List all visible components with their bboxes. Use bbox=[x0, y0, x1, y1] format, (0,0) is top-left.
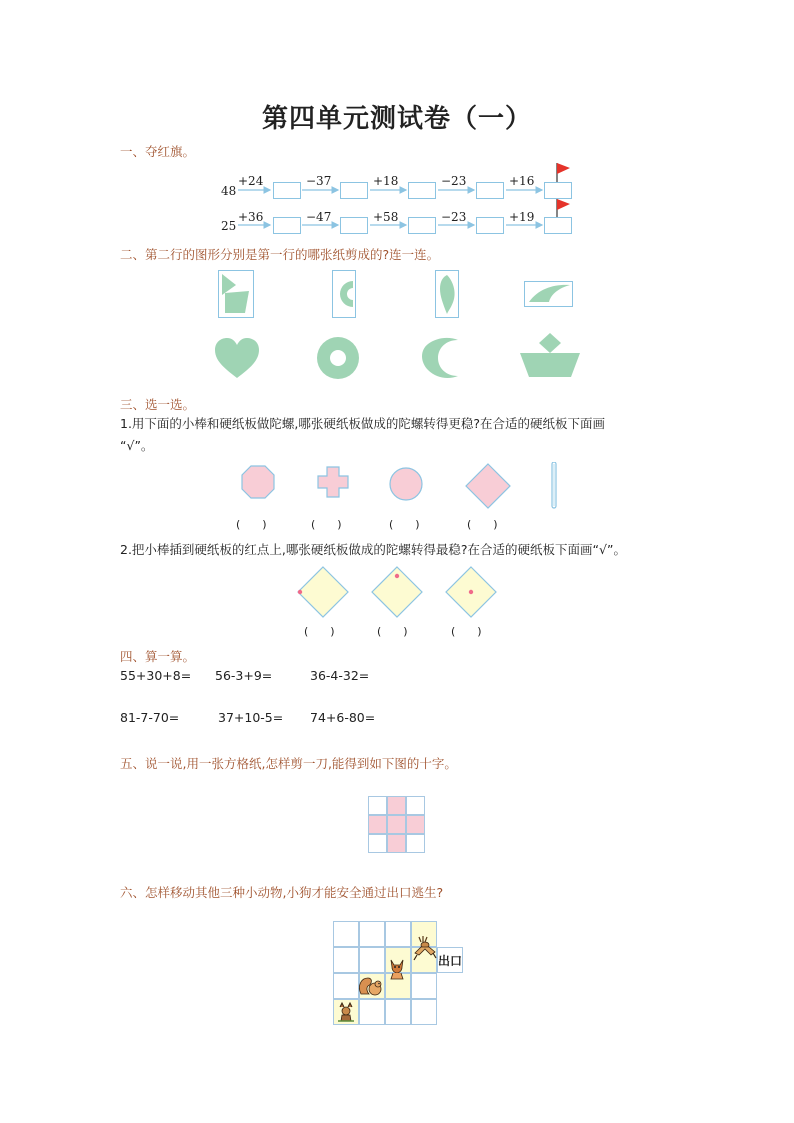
diamond-board-edge-dot bbox=[298, 567, 348, 617]
operation-label: +58 bbox=[373, 210, 399, 224]
escape-grid bbox=[333, 921, 463, 1025]
ring-shape[interactable] bbox=[316, 336, 360, 380]
octagon-board bbox=[242, 466, 274, 498]
section-4-heading: 四、算一算。 bbox=[120, 649, 196, 664]
operation-label: −23 bbox=[441, 210, 467, 224]
circle-board bbox=[390, 468, 422, 500]
page-title: 第四单元测试卷（一） bbox=[261, 104, 532, 134]
start-number: 25 bbox=[221, 219, 237, 233]
deer-icon[interactable] bbox=[411, 933, 439, 963]
question-3-2-text: 2.把小棒插到硬纸板的红点上,哪张硬纸板做成的陀螺转得最稳?在合适的硬纸板下面画“√”。 bbox=[120, 542, 626, 557]
question-3-1-text: 1.用下面的小棒和硬纸板做陀螺,哪张硬纸板做成的陀螺转得更稳?在合适的硬纸板下面画 bbox=[120, 416, 606, 431]
spinner-boards-row bbox=[236, 462, 566, 512]
answer-box[interactable] bbox=[476, 182, 504, 199]
red-dot bbox=[469, 590, 473, 594]
paper-card-2[interactable] bbox=[332, 270, 356, 318]
operation-label: −23 bbox=[441, 174, 467, 188]
red-dot bbox=[395, 574, 399, 578]
section-5-heading: 五、说一说,用一张方格纸,怎样剪一刀,能得到如下图的十字。 bbox=[120, 756, 457, 771]
answer-parentheses[interactable]: ( ) bbox=[377, 625, 408, 638]
section-1-heading: 一、夺红旗。 bbox=[120, 144, 196, 159]
answer-parentheses[interactable]: ( ) bbox=[236, 518, 267, 531]
answer-parentheses[interactable]: ( ) bbox=[451, 625, 482, 638]
question-3-1-text-cont: “√”。 bbox=[120, 438, 154, 453]
section-6-heading: 六、怎样移动其他三种小动物,小狗才能安全通过出口逃生? bbox=[120, 885, 444, 900]
cross-grid bbox=[368, 796, 425, 853]
operation-label: +16 bbox=[509, 174, 535, 188]
section-3-heading: 三、选一选。 bbox=[120, 397, 196, 412]
operation-label: −37 bbox=[306, 174, 332, 188]
answer-box[interactable] bbox=[273, 217, 301, 234]
answer-box[interactable] bbox=[408, 217, 436, 234]
calc-problem: 74+6-80= bbox=[310, 710, 376, 725]
answer-parentheses[interactable]: ( ) bbox=[467, 518, 498, 531]
answer-box[interactable] bbox=[476, 217, 504, 234]
fox-icon[interactable] bbox=[385, 956, 409, 980]
answer-box[interactable] bbox=[544, 182, 572, 199]
operation-label: +36 bbox=[238, 210, 264, 224]
calc-problem: 56-3+9= bbox=[215, 668, 273, 683]
calc-problem: 36-4-32= bbox=[310, 668, 370, 683]
red-dot bbox=[298, 590, 302, 594]
calc-problem: 37+10-5= bbox=[218, 710, 284, 725]
paper-card-4[interactable] bbox=[524, 281, 573, 307]
answer-box[interactable] bbox=[408, 182, 436, 199]
crescent-shape[interactable] bbox=[418, 336, 462, 380]
answer-parentheses[interactable]: ( ) bbox=[304, 625, 335, 638]
exit-label: 出口 bbox=[438, 954, 463, 968]
operation-label: −47 bbox=[306, 210, 332, 224]
flag-icon bbox=[557, 199, 570, 217]
squirrel-icon[interactable] bbox=[357, 974, 385, 998]
calc-problem: 55+30+8= bbox=[120, 668, 192, 683]
paper-card-3[interactable] bbox=[435, 270, 459, 318]
calc-problem: 81-7-70= bbox=[120, 710, 180, 725]
operation-label: +24 bbox=[238, 174, 264, 188]
answer-box[interactable] bbox=[340, 182, 368, 199]
cross-board bbox=[318, 467, 348, 497]
start-number: 48 bbox=[221, 184, 237, 198]
answer-parentheses[interactable]: ( ) bbox=[389, 518, 420, 531]
section-2-heading: 二、第二行的图形分别是第一行的哪张纸剪成的?连一连。 bbox=[120, 247, 440, 262]
dog-icon[interactable] bbox=[335, 1001, 357, 1023]
answer-parentheses[interactable]: ( ) bbox=[311, 518, 342, 531]
paper-card-1[interactable] bbox=[218, 270, 254, 318]
answer-box[interactable] bbox=[340, 217, 368, 234]
operation-label: +19 bbox=[509, 210, 535, 224]
diamond-board bbox=[466, 464, 510, 508]
dotted-boards-row bbox=[294, 564, 504, 620]
boat-shape[interactable] bbox=[519, 331, 581, 379]
operation-label: +18 bbox=[373, 174, 399, 188]
answer-box[interactable] bbox=[544, 217, 572, 234]
answer-box[interactable] bbox=[273, 182, 301, 199]
heart-shape[interactable] bbox=[213, 336, 261, 380]
flag-icon bbox=[557, 163, 570, 182]
